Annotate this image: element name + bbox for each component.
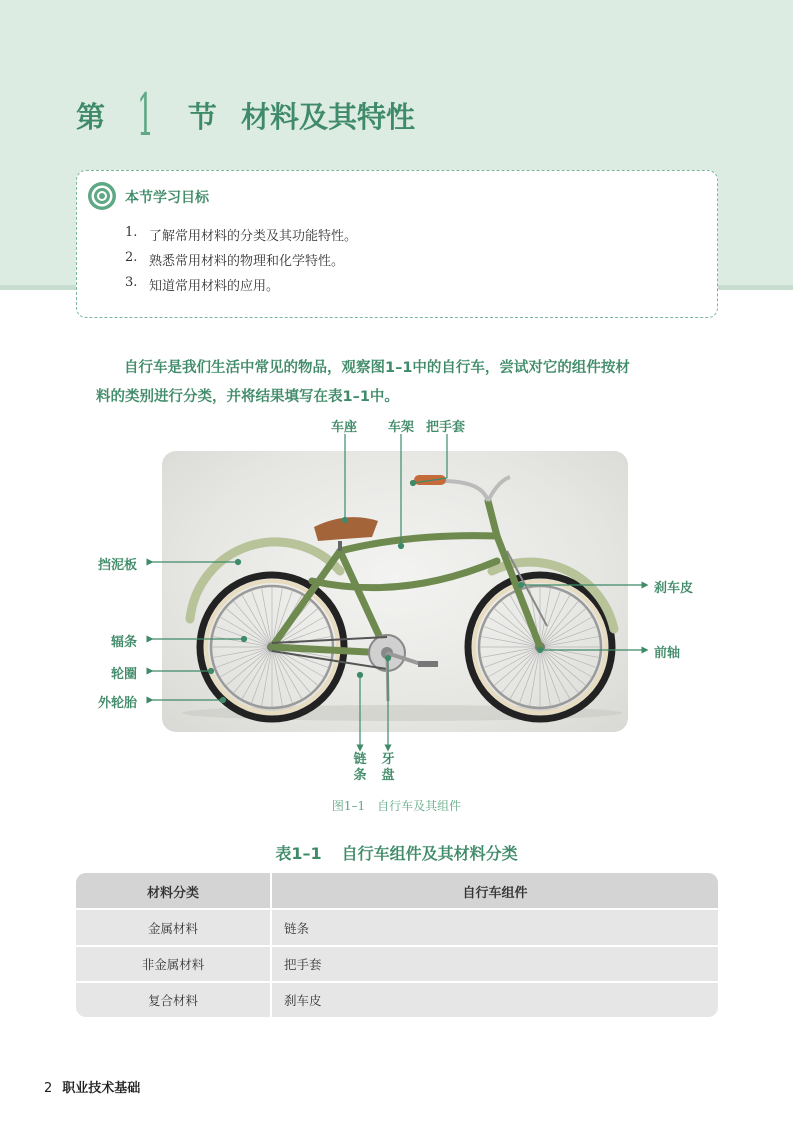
goal-item: 1. 了解常用材料的分类及其功能特性。 xyxy=(125,225,358,244)
table-title xyxy=(0,841,793,864)
label-tire: 外轮胎 xyxy=(98,696,138,711)
table-cell: 复合材料 xyxy=(147,993,198,1008)
section-title-text: 材料及其特性 xyxy=(240,99,415,134)
label-spoke: 辐条 xyxy=(111,635,138,650)
table-cell: 刹车皮 xyxy=(270,982,718,1017)
table-row xyxy=(76,982,718,1017)
table-cell: 金属材料 xyxy=(147,921,198,936)
table-header-cell: 材料分类 xyxy=(146,885,199,901)
label-seat: 车座 xyxy=(331,420,358,435)
section-prefix: 第 xyxy=(76,99,106,134)
section-number: 1 xyxy=(137,81,154,149)
table-title-text: 自行车组件及其材料分类 xyxy=(341,844,518,863)
label-grip: 把手套 xyxy=(426,420,466,435)
goal-item: 3. 知道常用材料的应用。 xyxy=(125,275,280,294)
page-footer xyxy=(44,1077,140,1096)
table-cell: 把手套 xyxy=(270,946,718,982)
book-title: 职业技术基础 xyxy=(62,1081,141,1096)
table-row xyxy=(76,910,718,946)
label-rim: 轮圈 xyxy=(111,667,138,682)
intro-line-1: 自行车是我们生活中常见的物品，观察图1–1中的自行车，尝试对它的组件按材 xyxy=(124,360,630,376)
page-number: 2 xyxy=(44,1081,53,1096)
intro-line-2: 料的类别进行分类，并将结果填写在表1–1中。 xyxy=(96,389,399,405)
table-number: 表1–1 xyxy=(275,844,322,863)
label-fender: 挡泥板 xyxy=(98,558,138,573)
section-suffix: 节 xyxy=(187,99,217,134)
figure-caption: 图1–1 自行车及其组件 xyxy=(331,799,462,813)
table-cell: 非金属材料 xyxy=(141,957,205,972)
table-row xyxy=(76,946,718,982)
label-chain: 链条 xyxy=(353,752,367,783)
table-cell: 链条 xyxy=(270,910,718,946)
label-frame: 车架 xyxy=(388,420,415,435)
goal-item: 2. 熟悉常用材料的物理和化学特性。 xyxy=(125,250,345,269)
label-axle: 前轴 xyxy=(654,646,681,661)
label-chainring: 牙盘 xyxy=(381,752,395,783)
table-header-cell: 自行车组件 xyxy=(270,873,718,909)
label-brake: 刹车皮 xyxy=(654,581,694,596)
goals-title: 本节学习目标 xyxy=(125,190,209,206)
table-header-row xyxy=(76,873,718,909)
material-table xyxy=(76,873,718,1017)
